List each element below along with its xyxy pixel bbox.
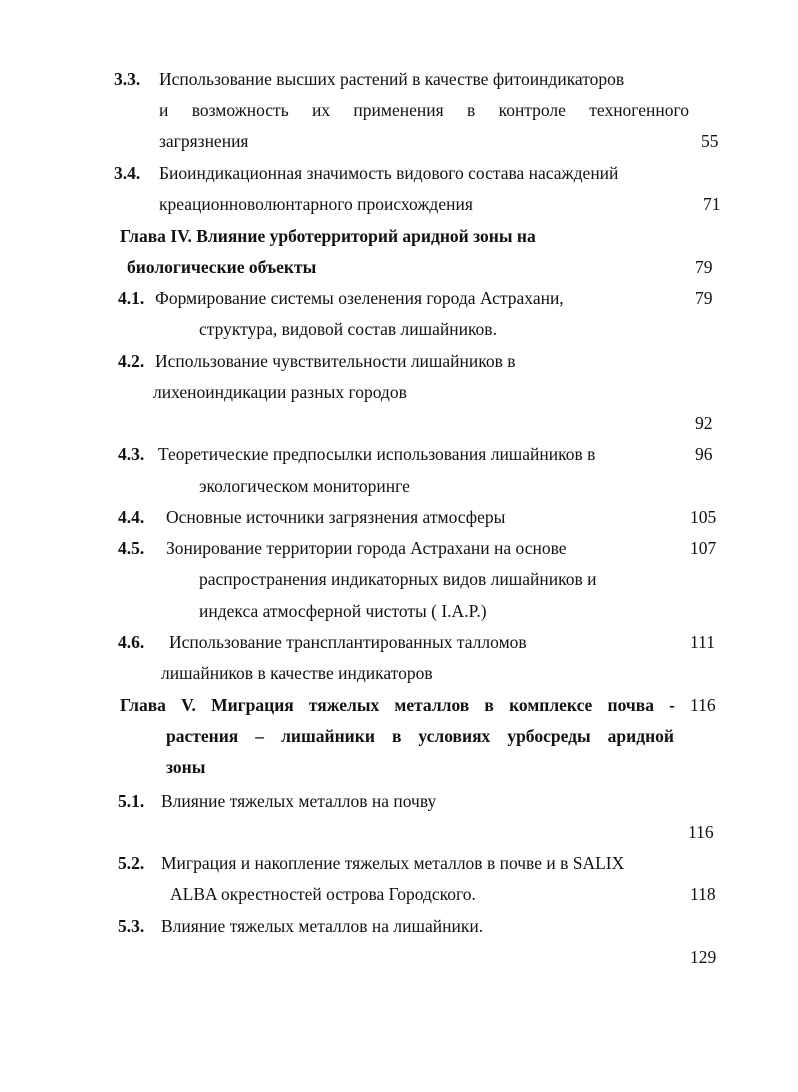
entry-5-2-title-line2: ALBA окрестностей острова Городского.	[170, 884, 476, 904]
chapter-5-heading-line2: растения – лишайники в условиях урбосреды аридной	[166, 726, 674, 746]
entry-4-6-title-line2: лишайников в качестве индикаторов	[161, 663, 433, 683]
entry-4-2-number: 4.2.	[118, 351, 145, 371]
entry-5-2-page: 118	[690, 884, 716, 904]
entry-4-6-page: 111	[690, 632, 715, 652]
entry-3-4-number: 3.4.	[114, 163, 141, 183]
entry-4-3-page: 96	[695, 444, 713, 464]
entry-5-3-number: 5.3.	[118, 916, 145, 936]
entry-4-3-number: 4.3.	[118, 444, 145, 464]
chapter-5-page: 116	[690, 695, 716, 715]
entry-4-2-page: 92	[695, 413, 713, 433]
entry-5-1-title-line1: Влияние тяжелых металлов на почву	[161, 791, 437, 811]
entry-4-3-title-line1: Теоретические предпосылки использования лишайников в	[158, 444, 596, 464]
entry-4-5-page: 107	[690, 538, 717, 558]
chapter-5-heading-line1: Глава V. Миграция тяжелых металлов в комплексе почва -	[120, 695, 675, 715]
entry-5-2-title-line1: Миграция и накопление тяжелых металлов в почве и в SALIX	[161, 853, 625, 873]
entry-4-2-title-line1: Использование чувствительности лишайников в	[155, 351, 516, 371]
entry-4-4-number: 4.4.	[118, 507, 145, 527]
entry-5-2-number: 5.2.	[118, 853, 145, 873]
entry-5-3-page: 129	[690, 947, 717, 967]
chapter-5-heading-line3: зоны	[166, 757, 206, 777]
entry-4-5-title-line3: индекса атмосферной чистоты ( I.A.P.)	[199, 601, 487, 621]
entry-4-2-title-line2: лихеноиндикации разных городов	[153, 382, 407, 402]
chapter-4-heading-line2: биологические объекты	[127, 257, 317, 277]
entry-3-3-title-line3: загрязнения	[159, 131, 249, 151]
entry-4-1-page: 79	[695, 288, 713, 308]
entry-4-6-title-line1: Использование трансплантированных талломов	[169, 632, 527, 652]
entry-4-4-page: 105	[690, 507, 717, 527]
entry-4-1-number: 4.1.	[118, 288, 145, 308]
entry-3-4-title-line2: креационноволюнтарного происхождения	[159, 194, 473, 214]
entry-4-1-title-line1: Формирование системы озеленения города Астрахани,	[155, 288, 564, 308]
entry-3-3-number: 3.3.	[114, 69, 141, 89]
entry-4-1-title-line2: структура, видовой состав лишайников.	[199, 319, 497, 339]
entry-4-6-number: 4.6.	[118, 632, 145, 652]
chapter-4-page: 79	[695, 257, 713, 277]
entry-4-4-title-line1: Основные источники загрязнения атмосферы	[166, 507, 506, 527]
entry-4-3-title-line2: экологическом мониторинге	[199, 476, 410, 496]
entry-4-5-title-line1: Зонирование территории города Астрахани на основе	[166, 538, 567, 558]
entry-3-4-title-line1: Биоиндикационная значимость видового состава насаждений	[159, 163, 619, 183]
entry-3-4-page: 71	[703, 194, 721, 214]
chapter-4-heading-line1: Глава IV. Влияние урботерриторий аридной зоны на	[120, 226, 536, 246]
entry-3-3-title-line1: Использование высших растений в качестве фитоиндикаторов	[159, 69, 625, 89]
entry-4-5-number: 4.5.	[118, 538, 145, 558]
entry-3-3-title-line2: и возможность их применения в контроле техногенного	[159, 100, 689, 120]
entry-5-3-title-line1: Влияние тяжелых металлов на лишайники.	[161, 916, 484, 936]
entry-5-1-number: 5.1.	[118, 791, 145, 811]
entry-3-3-page: 55	[701, 131, 719, 151]
entry-5-1-page: 116	[688, 822, 714, 842]
entry-4-5-title-line2: распространения индикаторных видов лишайников и	[199, 569, 597, 589]
